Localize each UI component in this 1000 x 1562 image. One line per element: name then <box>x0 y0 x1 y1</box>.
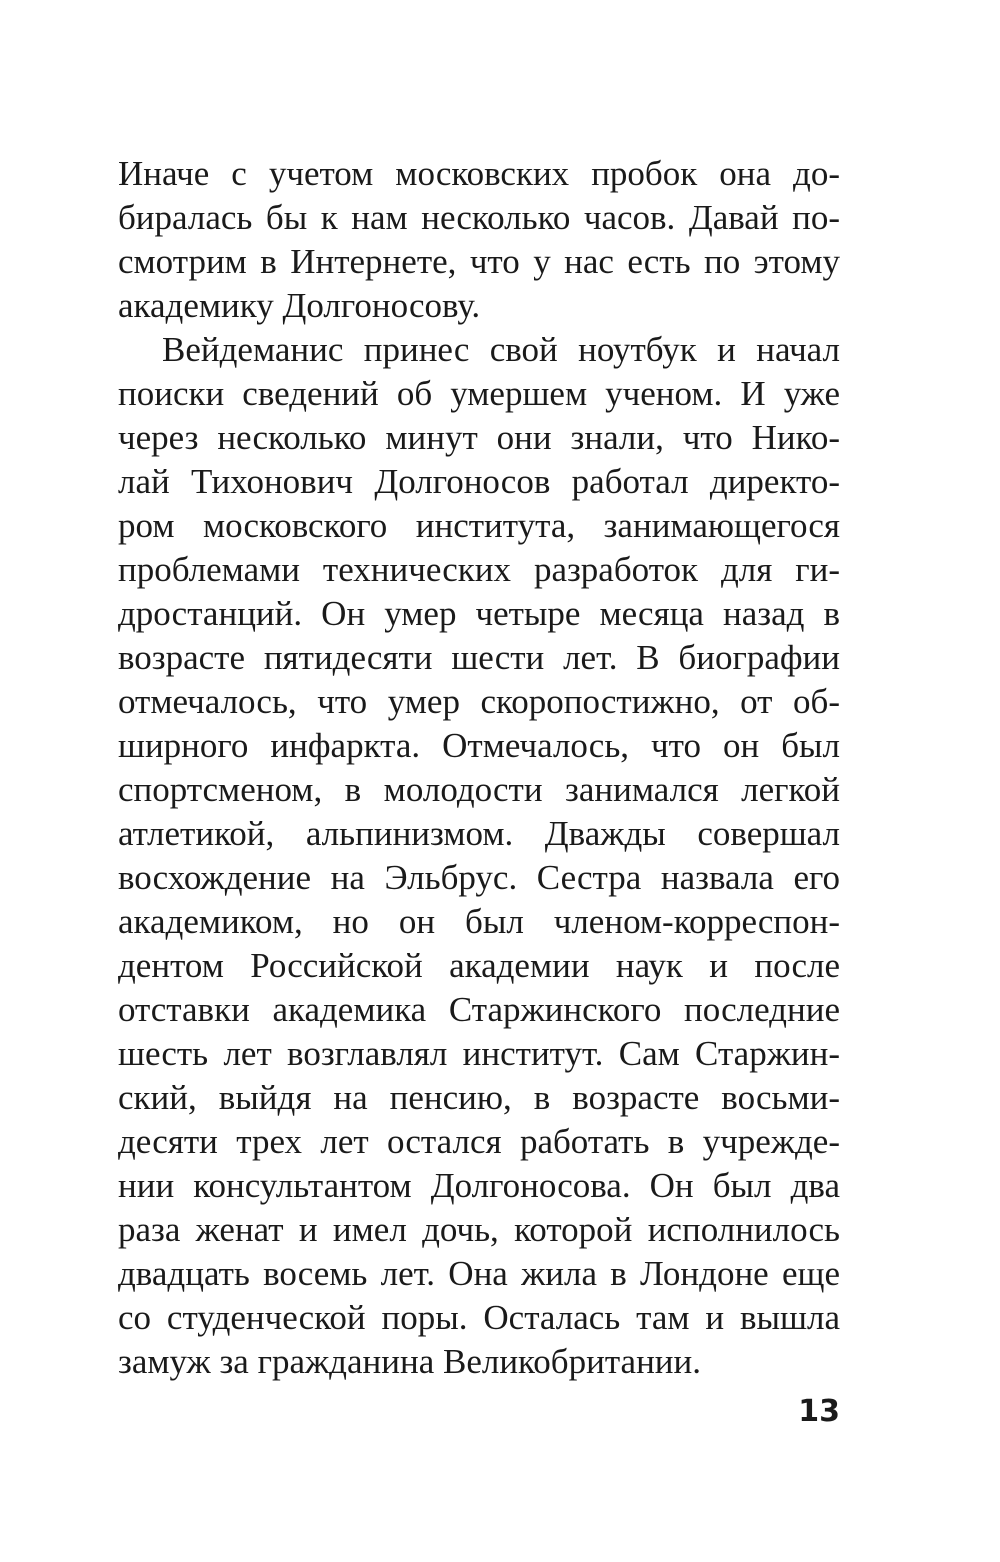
text-line: дростанций. Он умер четыре месяца назад в <box>118 594 840 633</box>
text-line: двадцать восемь лет. Она жила в Лондоне еще <box>118 1254 840 1293</box>
text-line: биралась бы к нам несколько часов. Давай по- <box>118 198 840 237</box>
text-line: со студенческой поры. Осталась там и вышла <box>118 1298 840 1337</box>
text-line: возрасте пятидесяти шести лет. В биографии <box>118 638 840 677</box>
page-number: 13 <box>798 1394 840 1429</box>
text-line: академиком, но он был членом-корреспон- <box>118 902 840 941</box>
text-line: лай Тихонович Долгоносов работал директо- <box>118 462 840 501</box>
text-line: проблемами технических разработок для ги- <box>118 550 840 589</box>
text-line: смотрим в Интернете, что у нас есть по этому <box>118 242 840 281</box>
text-line: шесть лет возглавлял институт. Сам Старжин- <box>118 1034 840 1073</box>
text-line: спортсменом, в молодости занимался легкой <box>118 770 840 809</box>
text-line: нии консультантом Долгоносова. Он был два <box>118 1166 840 1205</box>
text-line: поиски сведений об умершем ученом. И уже <box>118 374 840 413</box>
text-line: раза женат и имел дочь, которой исполнилось <box>118 1210 840 1249</box>
text-line-paragraph-start: Вейдеманис принес свой ноутбук и начал <box>162 330 840 369</box>
text-line: атлетикой, альпинизмом. Дважды совершал <box>118 814 840 853</box>
text-line: ширного инфаркта. Отмечалось, что он был <box>118 726 840 765</box>
text-line: ром московского института, занимающегося <box>118 506 840 545</box>
body-text <box>118 152 840 1384</box>
text-line: Иначе с учетом московских пробок она до- <box>118 154 840 193</box>
text-line: восхождение на Эльбрус. Сестра назвала его <box>118 858 840 897</box>
text-line: дентом Российской академии наук и после <box>118 946 840 985</box>
text-line: отставки академика Старжинского последние <box>118 990 840 1029</box>
text-line: замуж за гражданина Великобритании. <box>118 1342 702 1381</box>
text-line: через несколько минут они знали, что Нико- <box>118 418 840 457</box>
text-line: академику Долгоносову. <box>118 286 481 325</box>
text-line: ский, выйдя на пенсию, в возрасте восьми- <box>118 1078 840 1117</box>
text-line: отмечалось, что умер скоропостижно, от об- <box>118 682 840 721</box>
text-line: десяти трех лет остался работать в учрежде- <box>118 1122 840 1161</box>
